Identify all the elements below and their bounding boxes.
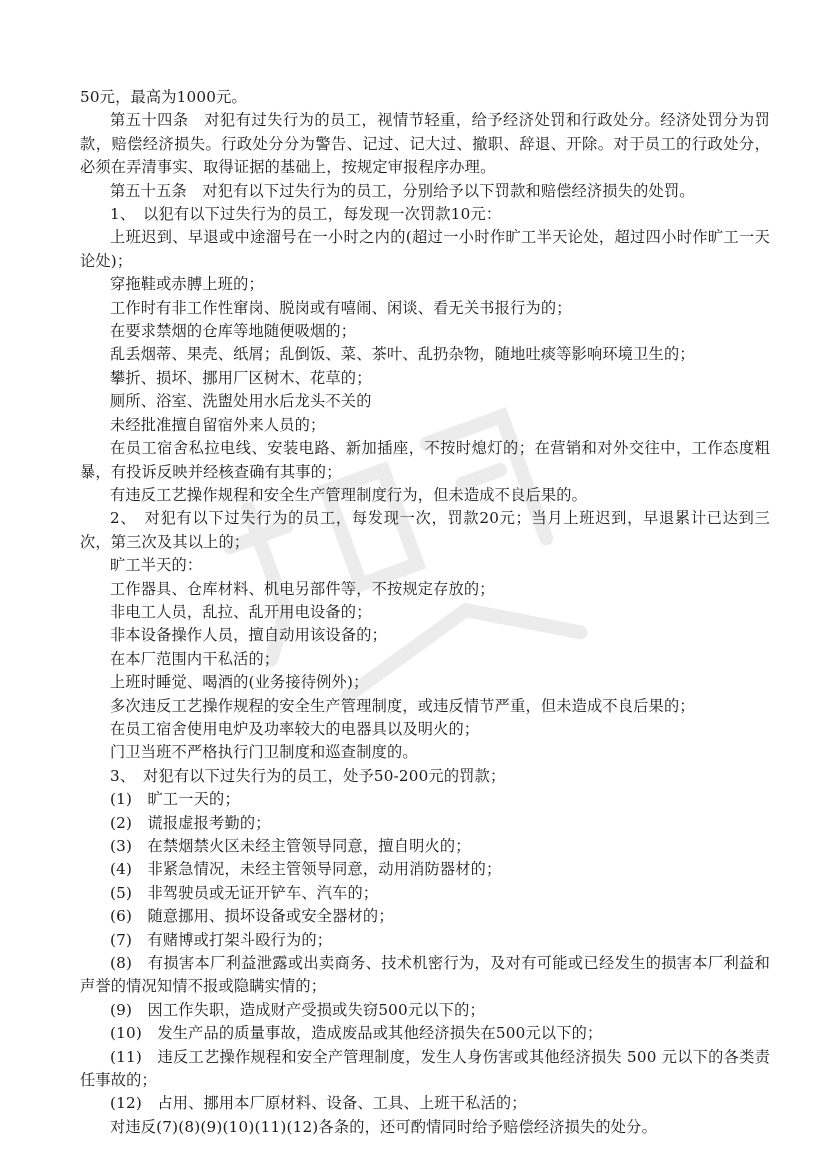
paragraph: 1、 以犯有以下过失行为的员工，每发现一次罚款10元： xyxy=(110,205,502,224)
paragraph: 工作时有非工作性窜岗、脱岗或有嘻闹、闲谈、看无关书报行为的； xyxy=(110,298,572,317)
paragraph: 非本设备操作人员，擅自动用该设备的； xyxy=(110,626,387,645)
paragraph: 穿拖鞋或赤膊上班的； xyxy=(110,275,264,294)
paragraph: 上班时睡觉、喝酒的(业务接待例外)； xyxy=(110,673,369,692)
paragraph: (6) 随意挪用、损坏设备或安全器材的； xyxy=(110,907,394,926)
paragraph: 非电工人员，乱拉、乱开用电设备的； xyxy=(110,602,372,621)
paragraph: (8) 有损害本厂利益泄露或出卖商务、技术机密行为，及对有可能或已经发生的损害本厂利益和声誉的情况知情不报或隐瞒实情的； xyxy=(80,954,770,996)
paragraph: 对违反(7)(8)(9)(10)(11)(12)各条的，还可酌情同时给予赔偿经济损失的处分。 xyxy=(110,1117,657,1136)
paragraph: (1) 旷工一天的； xyxy=(110,790,240,809)
paragraph: (12) 占用、挪用本厂原材料、设备、工具、上班干私活的； xyxy=(110,1094,527,1113)
paragraph: 第五十四条 对犯有过失行为的员工，视情节轻重，给予经济处罚和行政处分。经济处罚分为罚款，赔偿经济损失。行政处分分为警告、记过、记大过、撤职、辞退、开除。对于员工的行政处分，必须在弄清事实、取得证据的基础上，按规定审报程序办理。 xyxy=(80,111,770,177)
paragraph: 在员工宿舍私拉电线、安装电路、新加插座，不按时熄灯的；在营销和对外交往中，工作态度粗暴，有投诉反映并经核查确有其事的； xyxy=(80,439,770,481)
paragraph: (5) 非驾驶员或无证开铲车、汽车的； xyxy=(110,883,379,902)
paragraph: 厕所、浴室、洗盥处用水后龙头不关的 xyxy=(110,392,372,411)
paragraph: 工作器具、仓库材料、机电另部件等，不按规定存放的； xyxy=(110,579,495,598)
paragraph: (4) 非紧急情况，未经主管领导同意，动用消防器材的； xyxy=(110,860,502,879)
paragraph: 攀折、损坏、挪用厂区树木、花草的； xyxy=(110,368,372,387)
paragraph: (3) 在禁烟禁火区未经主管领导同意，擅自明火的； xyxy=(110,837,471,855)
document-body xyxy=(80,86,770,1139)
paragraph: 在员工宿舍使用电炉及功率较大的电器具以及明火的； xyxy=(110,719,480,738)
paragraph: 门卫当班不严格执行门卫制度和巡查制度的。 xyxy=(110,743,418,762)
paragraph: 有违反工艺操作规程和安全生产管理制度行为，但未造成不良后果的。 xyxy=(110,485,588,504)
paragraph: (7) 有赌博或打架斗殴行为的； xyxy=(110,930,333,949)
paragraph: (11) 违反工艺操作规程和安全产管理制度，发生人身伤害或其他经济损失 500 元以下的各类责任事故的； xyxy=(80,1047,770,1090)
paragraph: 乱丢烟蒂、果壳、纸屑；乱倒饭、菜、茶叶、乱扔杂物，随地吐痰等影响环境卫生的； xyxy=(110,345,695,364)
paragraph: 在本厂范围内干私活的； xyxy=(110,649,280,668)
paragraph: 在要求禁烟的仓库等地随便吸烟的； xyxy=(110,322,357,341)
paragraph: 未经批准擅自留宿外来人员的； xyxy=(110,415,326,434)
paragraph: (2) 谎报虚报考勤的； xyxy=(110,813,271,832)
paragraph: (10) 发生产品的质量事故，造成废品或其他经济损失在500元以下的； xyxy=(110,1024,603,1043)
paragraph: (9) 因工作失职，造成财产受损或失窃500元以下的； xyxy=(110,1000,485,1019)
paragraph: 多次违反工艺操作规程的安全生产管理制度，或违反情节严重，但未造成不良后果的； xyxy=(110,696,695,715)
paragraph: 2、 对犯有以下过失行为的员工，每发现一次，罚款20元；当月上班迟到，早退累计已达到三次，第三次及其以上的； xyxy=(80,509,770,551)
paragraph: 50元，最高为1000元。 xyxy=(80,88,247,106)
paragraph: 旷工半天的： xyxy=(110,556,203,575)
paragraph: 3、 对犯有以下过失行为的员工，处予50-200元的罚款； xyxy=(110,766,506,785)
paragraph: 上班迟到、早退或中途溜号在一小时之内的(超过一小时作旷工半天论处，超过四小时作旷工一天论处)； xyxy=(80,228,770,270)
paragraph: 第五十五条 对犯有以下过失行为的员工，分别给予以下罚款和赔偿经济损失的处罚。 xyxy=(110,181,695,200)
